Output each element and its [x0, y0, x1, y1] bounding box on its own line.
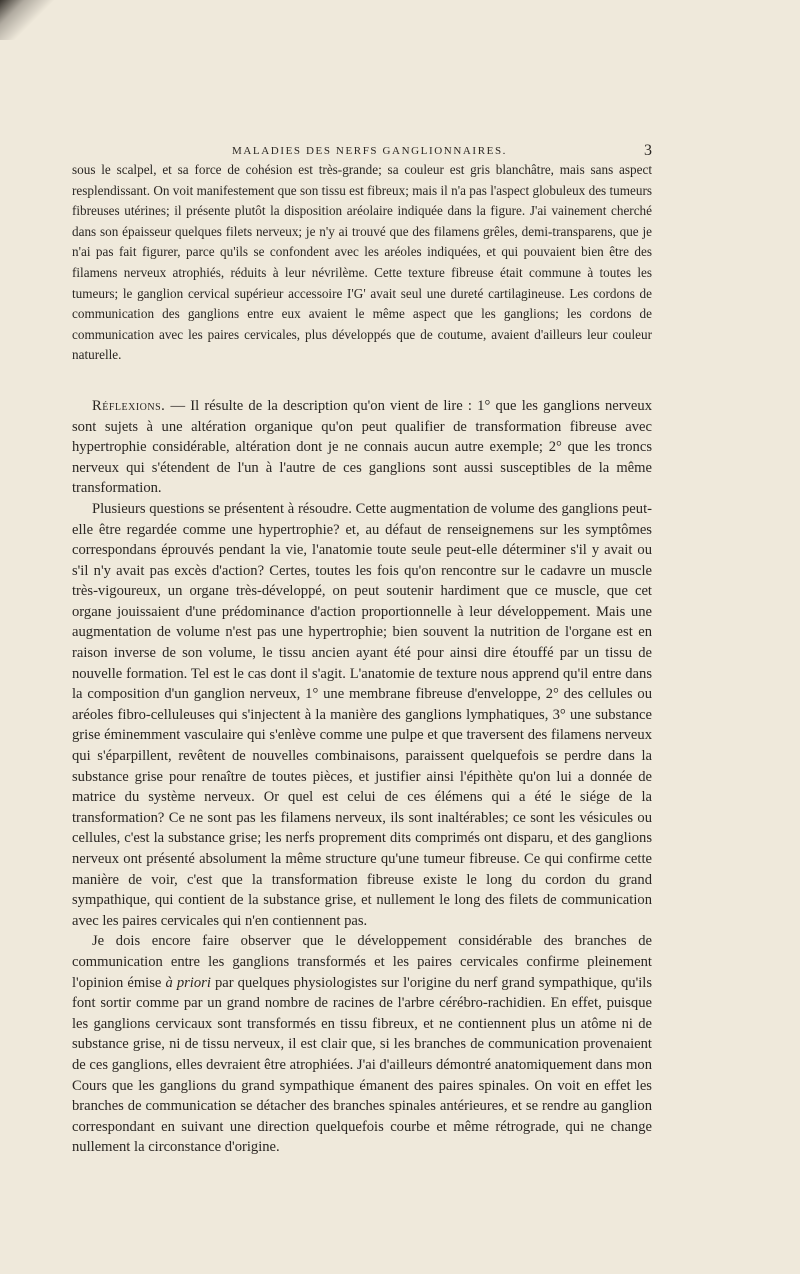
paragraph-questions: Plusieurs questions se présentent à résoudre. Cette augmentation de volume des ganglions peut-elle être regardée comme une hypertrophie? et, au défaut de renseignemens sur les symptômes correspondans éprouvés pendant la vie, l'anatomie toute seule peut-elle déterminer s'il y avait ou s'il n'y avait pas excès d'action? Certes, toutes les fois qu'on rencontre sur le cadavre un muscle très-vigoureux, un organe très-développé, on peut soutenir hardiment que ce muscle, que cet organe jouissaient d'une prédominance d'action proportionnelle à leur développement. Mais une augmentation de volume n'est pas une hypertrophie; bien souvent la nutrition de l'organe est en raison inverse de son volume, le tissu ancien ayant été pour ainsi dire étouffé par un tissu de nouvelle formation. Tel est le cas dont il s'agit. L'anatomie de texture nous apprend qu'il entre dans la composition d'un ganglion nerveux, 1° une membrane fibreuse d'enveloppe, 2° des cellules ou aréoles fibro-celluleuses qui s'injectent à la manière des ganglions lymphatiques, 3° une substance grise éminemment vasculaire qui s'enlève comme une pulpe et que traversent des filamens nerveux qui s'éparpillent, revêtent de nouvelles combinaisons, paraissent quelquefois se perdre dans la substance grise pour renaître de toutes pièces, et justifier ainsi l'épithète qu'on lui a donnée de matrice du système nerveux. Or quel est celui de ces élémens qui a été le siége de la transformation? Ce ne sont pas les filamens nerveux, ils sont inaltérables; ce sont les vésicules ou cellules, c'est la substance grise; les nerfs proprement dits comprimés ont disparu, et des ganglions nerveux ont présenté absolument la même structure qu'une tumeur fibreuse. Ce qui confirme cette manière de voir, c'est que la transformation fibreuse existe le long du cordon du grand sympathique, qui contient de la substance grise, et nullement le long des filets de communication avec les paires cervicales qui n'en contiennent pas.: [72, 500, 652, 929]
a-priori-italic: à priori: [165, 974, 211, 991]
section-gap: [72, 366, 652, 396]
paragraph-reflexions: [72, 396, 652, 499]
running-head: MALADIES DES NERFS GANGLIONNAIRES.: [232, 145, 508, 157]
page-body: [72, 160, 652, 1158]
reflexions-lead: Réflexions.: [92, 397, 166, 414]
paragraph-communication-branches: [72, 931, 652, 1158]
paragraph-text-part-1: Je dois encore faire observer que le développement considérable des branches de communication entre les ganglions transformés et les paires cervicales confirme pleinement l'opinion émise: [72, 933, 652, 991]
paragraph-text-part-2: par quelques physiologistes sur l'origine du nerf grand sympathique, qu'ils font sortir comme par un grand nombre de racines de l'arbre cérébro-rachidien. En effet, puisque les ganglions cervicaux sont transformés en tissu fibreux, et ne contiennent plus un atôme ni de substance grise, ni de tissu nerveux, il est clair que, si les branches de communication provenaient de ces ganglions, elles devraient être atrophiées. J'ai d'ailleurs démontré anatomiquement dans mon Cours que les ganglions du grand sympathique émanent des paires spinales. On voit en effet les branches de communication se détacher des branches spinales antérieures, et se rendre au ganglion correspondant en suivant une direction quelquefois courbe et même rétrograde, qui ne change nullement la circonstance d'origine.: [72, 974, 652, 1156]
paragraph-case-description: sous le scalpel, et sa force de cohésion est très-grande; sa couleur est gris blanchâtre, mais sans aspect resplendissant. On voit manifestement que son tissu est fibreux; mais il n'a pas l'aspect globuleux des tumeurs fibreuses utérines; il présente plutôt la disposition aréolaire indiquée dans la figure. J'ai vainement cherché dans son épaisseur quelques filets nerveux; je n'y ai trouvé que des filamens grêles, demi-transparens, que je n'ai pas fait figurer, parce qu'ils se confondent avec les aréoles indiquées, et qui pouvaient bien être des filamens nerveux atrophiés, réduits à leur névrilème. Cette texture fibreuse était commune à toutes les tumeurs; le ganglion cervical supérieur accessoire I'G' avait seul une dureté cartilagineuse. Les cordons de communication des ganglions entre eux avaient le même aspect que les ganglions; les cordons de communication avec les paires cervicales, plus développés que de coutume, avaient d'ailleurs leur couleur naturelle.: [72, 162, 652, 363]
page-corner-shadow: [0, 0, 60, 40]
reflexions-text: — Il résulte de la description qu'on vient de lire : 1° que les ganglions nerveux sont sujets à une altération organique qu'on peut qualifier de transformation fibreuse avec hypertrophie considérable, altération dont je ne connais aucun autre exemple; 2° que les troncs nerveux qui s'étendent de l'un à l'autre de ces ganglions sont aussi susceptibles de la même transformation.: [72, 397, 652, 497]
page-number: 3: [644, 142, 652, 159]
